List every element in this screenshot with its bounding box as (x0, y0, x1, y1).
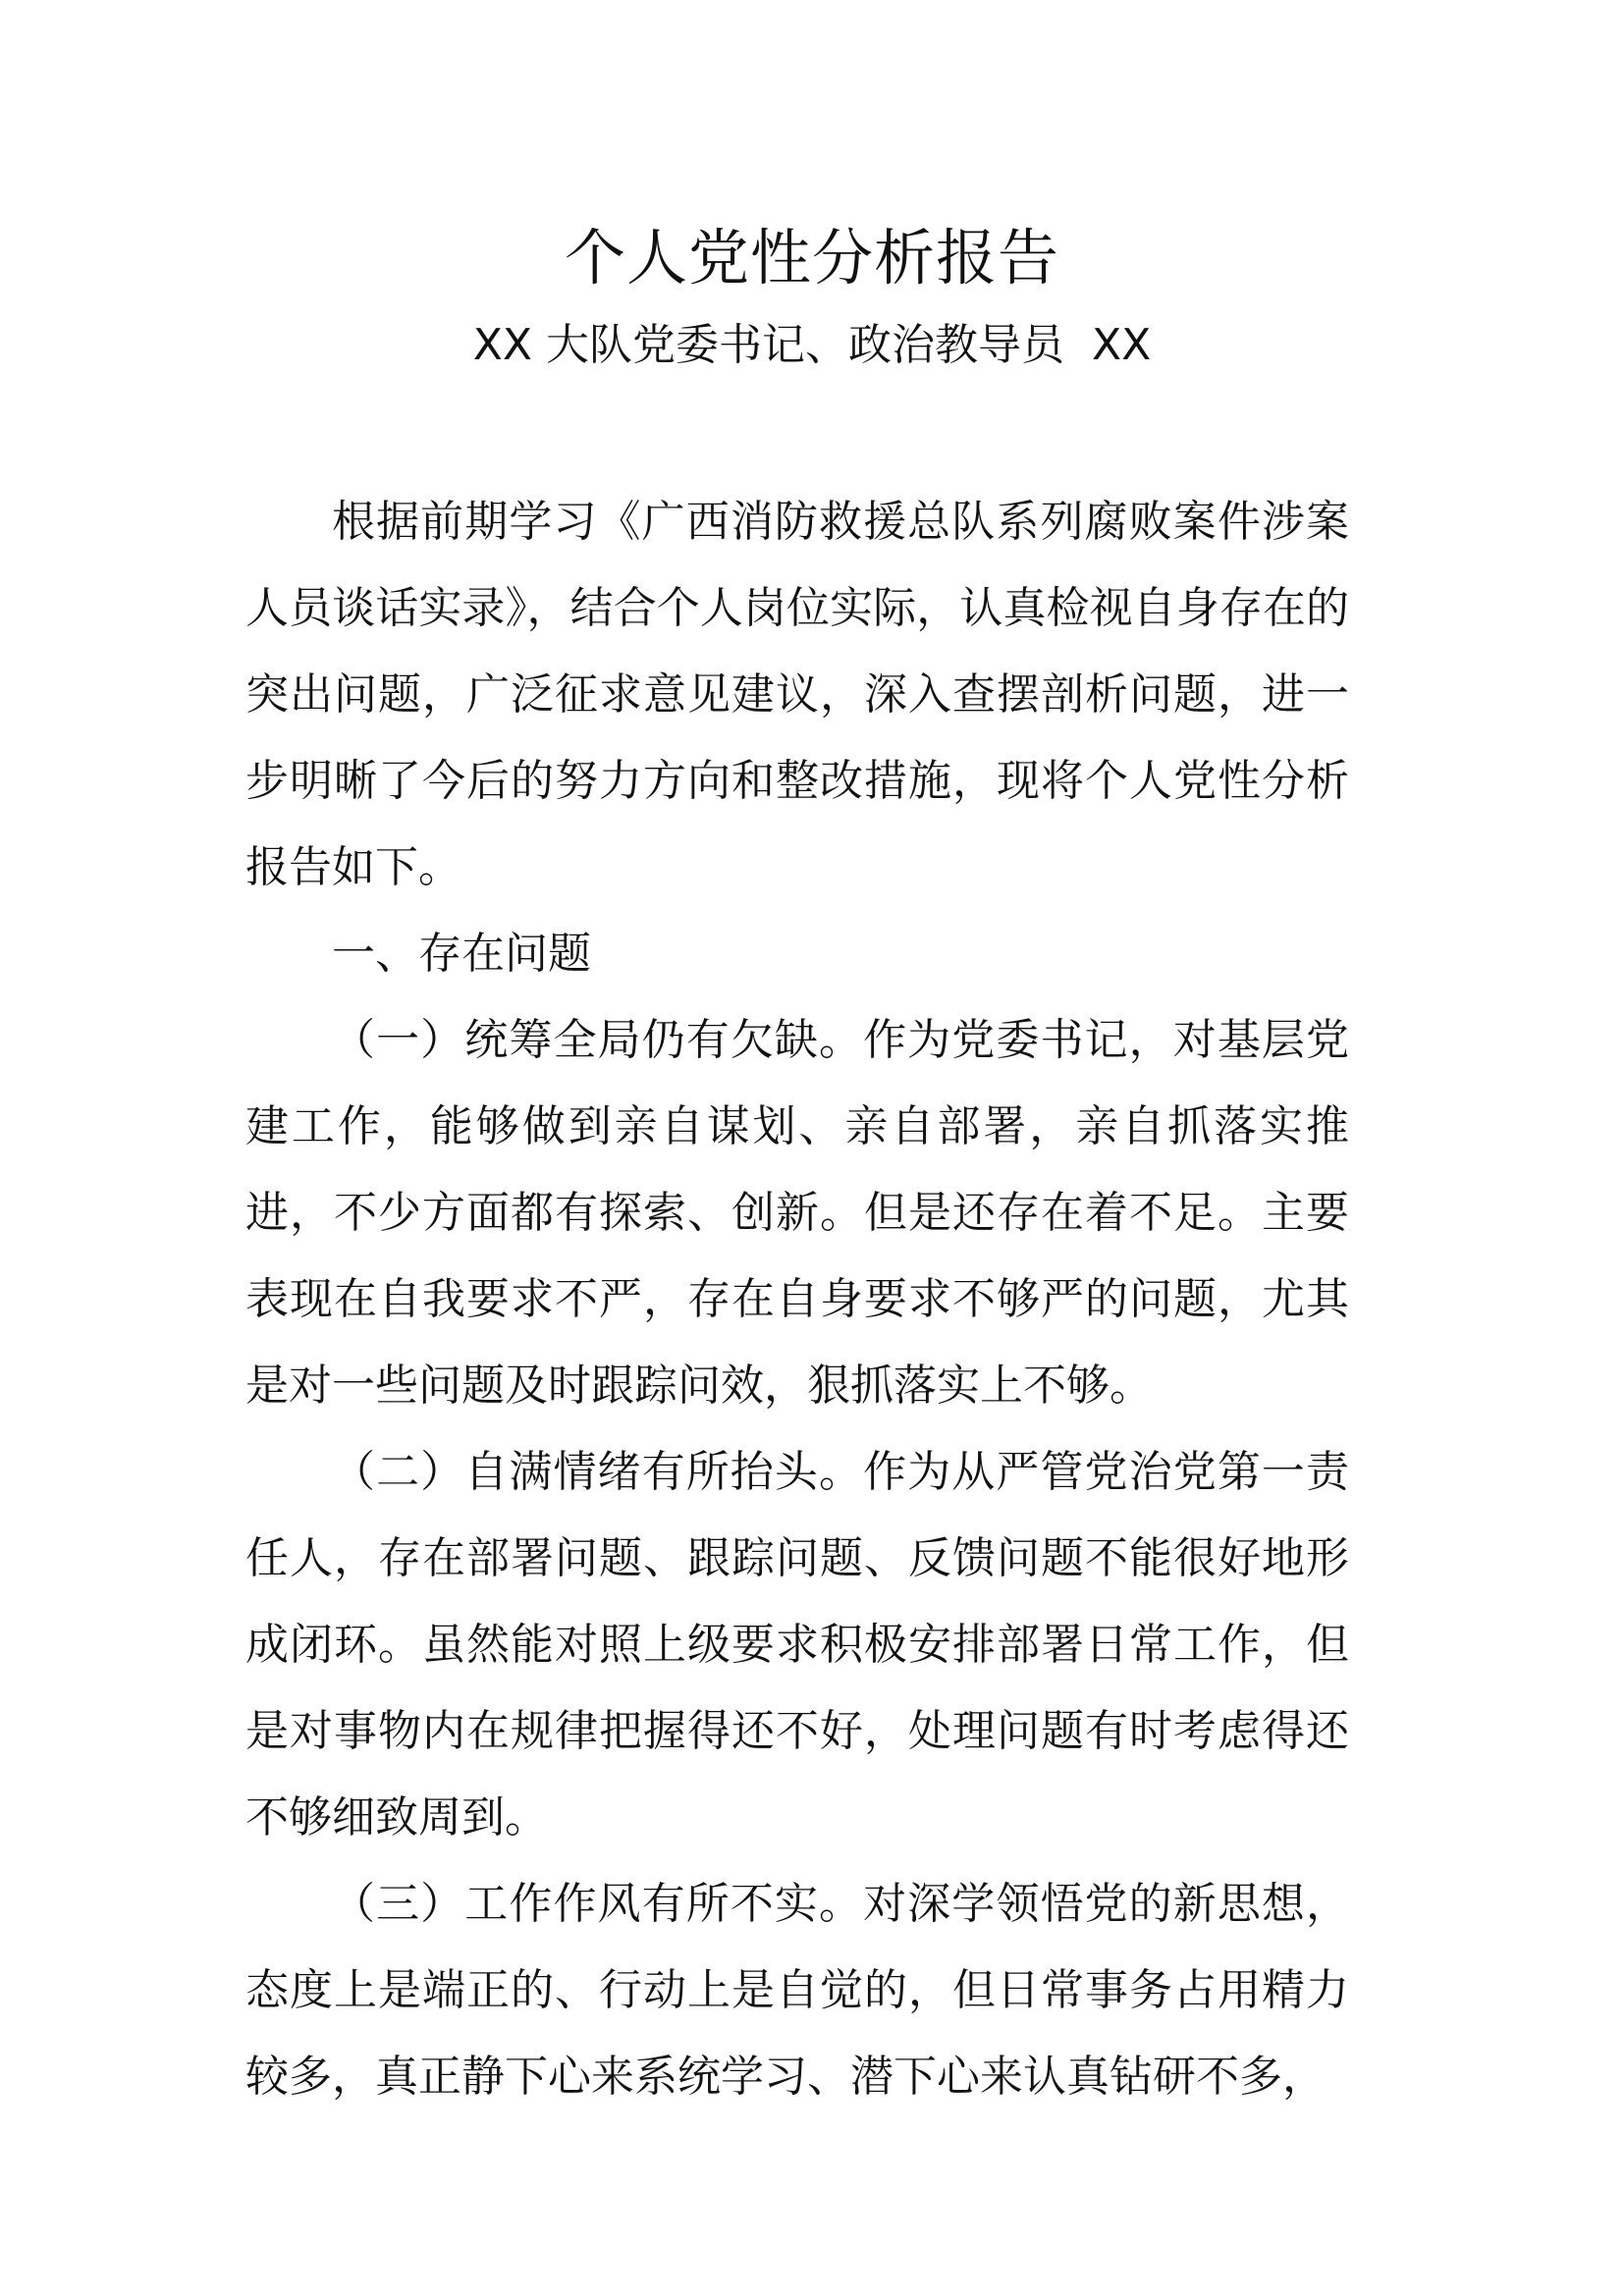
document-title: 个人党性分析报告 (564, 222, 1059, 294)
section-heading: 一、存在问题 (332, 929, 591, 979)
issue-paragraph-3: （三）工作作风有所不实。对深学领悟党的新思想，态度上是端正的、行动上是自觉的，但日常事务占用精力较多，真正静下心来系统学习、潜下心来认真钻研不多， (245, 1879, 1349, 2102)
document-subtitle: XX 大队党委书记、政治教导员 XX (472, 320, 1152, 370)
issue-paragraph-1: （一）统筹全局仍有欠缺。作为党委书记，对基层党建工作，能够做到亲自谋划、亲自部署，亲自抓落实推进，不少方面都有探索、创新。但是还存在着不足。主要表现在自我要求不严，存在自身要求不够严的问题，尤其是对一些问题及时跟踪问效，狠抓落实上不够。 (245, 1015, 1349, 1411)
document-body (245, 479, 1349, 2120)
intro-paragraph: 根据前期学习《广西消防救援总队系列腐败案件涉案人员谈话实录》，结合个人岗位实际，认真检视自身存在的突出问题，广泛征求意见建议，深入查摆剖析问题，进一步明晰了今后的努力方向和整改措施，现将个人党性分析报告如下。 (245, 497, 1349, 892)
issue-paragraph-2: （二）自满情绪有所抬头。作为从严管党治党第一责任人，存在部署问题、跟踪问题、反馈问题不能很好地形成闭环。虽然能对照上级要求积极安排部署日常工作，但是对事物内在规律把握得还不好，处理问题有时考虑得还不够细致周到。 (245, 1447, 1349, 1842)
